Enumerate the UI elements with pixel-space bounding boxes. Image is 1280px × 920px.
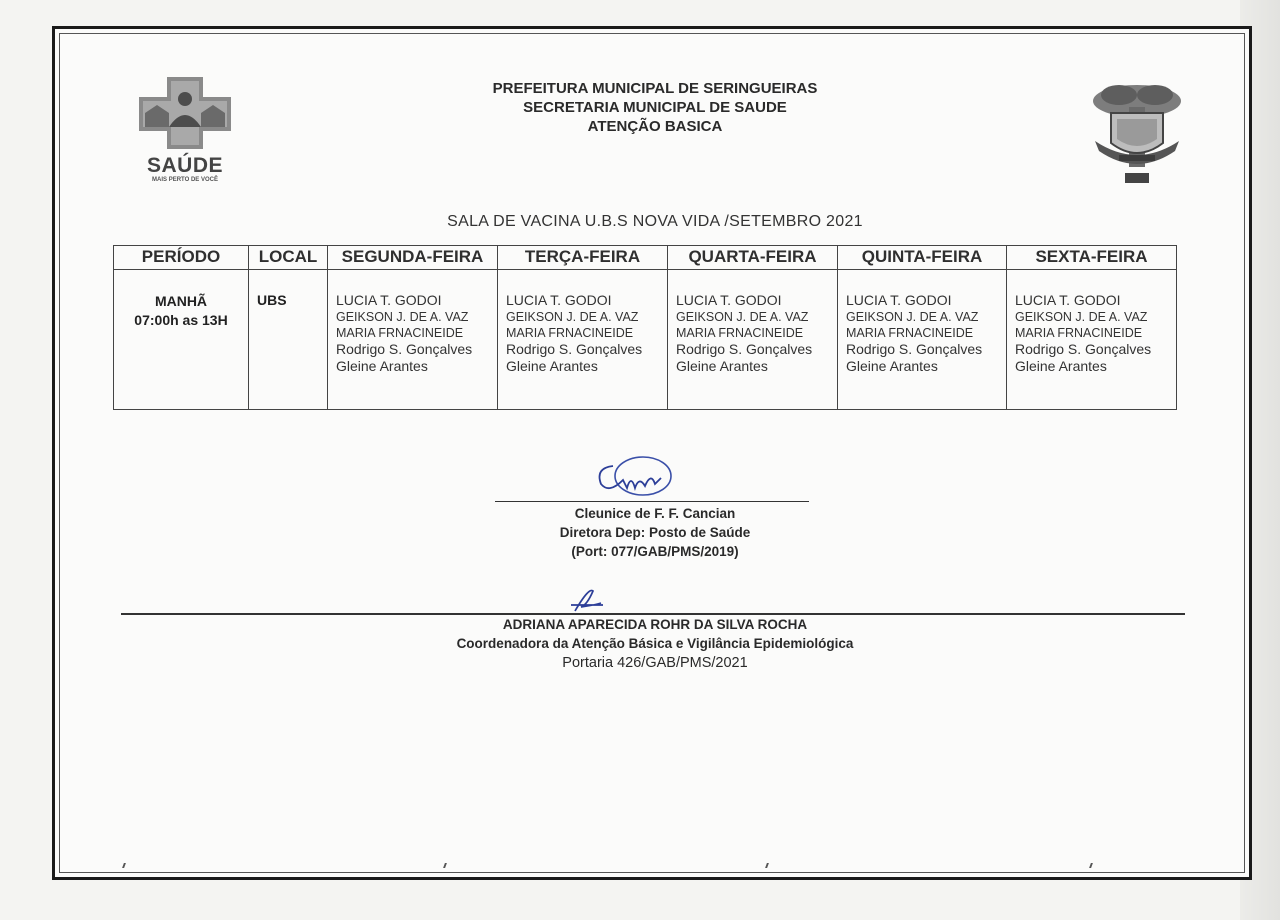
coordinator-ordinance: Portaria 426/GAB/PMS/2021: [562, 655, 748, 671]
staff-name: LUCIA T. GODOI: [506, 292, 612, 308]
staff-name: Rodrigo S. Gonçalves: [1015, 341, 1152, 357]
period-cell: [114, 270, 249, 410]
signature-line-coordenadora: [121, 613, 1185, 615]
logo-subtitle: MAIS PERTO DE VOCÊ: [152, 177, 218, 183]
staff-name: Rodrigo S. Gonçalves: [676, 341, 813, 357]
staff-name: GEIKSON J. DE A. VAZ: [676, 310, 809, 324]
coordinator-name: ADRIANA APARECIDA ROHR DA SILVA ROCHA: [502, 617, 808, 632]
staff-name: Gleine Arantes: [846, 358, 938, 374]
header-line-prefeitura: PREFEITURA MUNICIPAL DE SERINGUEIRAS: [492, 80, 818, 97]
handwritten-initial-icon: [567, 585, 607, 615]
day-cell-terca: [498, 270, 668, 410]
staff-name: Rodrigo S. Gonçalves: [506, 341, 643, 357]
logo-title: SAÚDE: [146, 154, 223, 177]
staff-name: MARIA FRNACINEIDE: [336, 326, 464, 340]
header-line-secretaria: SECRETARIA MUNICIPAL DE SAUDE: [523, 99, 787, 116]
column-header-periodo: PERÍODO: [114, 246, 249, 270]
staff-name: Rodrigo S. Gonçalves: [846, 341, 983, 357]
staff-name: Gleine Arantes: [1015, 358, 1107, 374]
column-header-quinta: QUINTA-FEIRA: [838, 246, 1007, 270]
column-header-terca: TERÇA-FEIRA: [498, 246, 668, 270]
schedule-table: [113, 245, 1177, 410]
staff-name: Gleine Arantes: [506, 358, 598, 374]
column-header-segunda: SEGUNDA-FEIRA: [328, 246, 498, 270]
signer-role: Diretora Dep: Posto de Saúde: [559, 525, 751, 540]
staff-name: Rodrigo S. Gonçalves: [336, 341, 473, 357]
coordinator-role: Coordenadora da Atenção Básica e Vigilância Epidemiológica: [456, 636, 854, 651]
staff-name: Gleine Arantes: [676, 358, 768, 374]
document-title: SALA DE VACINA U.B.S NOVA VIDA /SETEMBRO 2021: [447, 213, 863, 230]
staff-name: LUCIA T. GODOI: [336, 292, 442, 308]
staff-name: GEIKSON J. DE A. VAZ: [506, 310, 639, 324]
column-header-quarta: QUARTA-FEIRA: [668, 246, 838, 270]
staff-name: GEIKSON J. DE A. VAZ: [1015, 310, 1148, 324]
day-cell-quinta: [838, 270, 1007, 410]
table-row: [114, 270, 1177, 410]
document-inner-border: [59, 33, 1245, 873]
staff-name: GEIKSON J. DE A. VAZ: [336, 310, 469, 324]
coat-of-arms-icon: [1089, 77, 1185, 187]
day-cell-sexta: [1007, 270, 1177, 410]
signer-name: Cleunice de F. F. Cancian: [574, 506, 736, 521]
saude-logo: [135, 73, 235, 185]
day-cell-segunda: [328, 270, 498, 410]
staff-name: LUCIA T. GODOI: [1015, 292, 1121, 308]
staff-name: MARIA FRNACINEIDE: [846, 326, 974, 340]
period-hours: 07:00h as 13H: [134, 312, 228, 328]
day-cell-quarta: [668, 270, 838, 410]
health-cross-icon: [135, 73, 235, 153]
municipal-coat-of-arms: [1089, 77, 1185, 187]
header-line-atencao: ATENÇÃO BASICA: [587, 118, 723, 135]
column-header-sexta: SEXTA-FEIRA: [1007, 246, 1177, 270]
handwritten-signature-icon: [565, 454, 685, 504]
staff-name: GEIKSON J. DE A. VAZ: [846, 310, 979, 324]
signature-block-diretora: [495, 454, 815, 584]
local-cell: UBS: [249, 270, 328, 410]
staff-name: MARIA FRNACINEIDE: [676, 326, 804, 340]
staff-name: MARIA FRNACINEIDE: [1015, 326, 1143, 340]
header: [455, 79, 855, 136]
staff-name: Gleine Arantes: [336, 358, 428, 374]
table-header-row: [114, 246, 1177, 270]
staff-name: LUCIA T. GODOI: [676, 292, 782, 308]
document-frame: [52, 26, 1252, 880]
period-label: MANHÃ: [154, 293, 208, 309]
staff-name: MARIA FRNACINEIDE: [506, 326, 634, 340]
signer-ordinance: (Port: 077/GAB/PMS/2019): [571, 544, 739, 559]
column-header-local: LOCAL: [249, 246, 328, 270]
staff-name: LUCIA T. GODOI: [846, 292, 952, 308]
signature-line: [495, 501, 809, 502]
